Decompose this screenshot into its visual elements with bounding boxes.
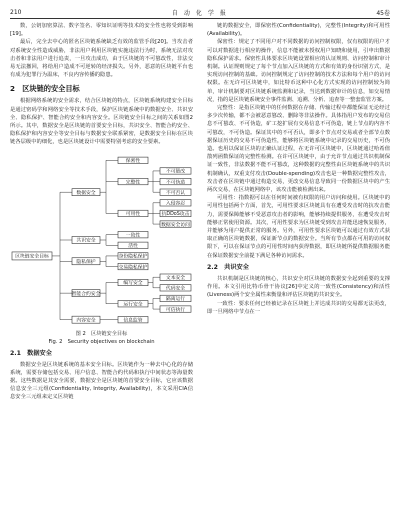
section-2-paragraph: 根据网络系统的安全需求，结合区块链的特点，区块链系统构建安全目标是通过密码学和网络安全等技术手段，保护区块链系统中的数据安全、共识安全、隐私保护、智能合约安全和内容安全。区块链安全目标之间的关系如图2所示。其中，数据安全是区块链的首要安全目标，共识安全、智能合约安全、隐私保护和内容安全等安全目标与数据安全联系紧密，是数据安全目标在区块链各层级中的细化，也是区块链设计中需要特别考虑的安全要素。 bbox=[10, 98, 193, 146]
page-header bbox=[10, 6, 390, 19]
mid-0-0-label: 保密性 bbox=[125, 158, 141, 164]
section-2-title: 2 区块链的安全目标 bbox=[10, 84, 80, 94]
leaf-0-2-0-label: 入侵容忍 bbox=[165, 201, 186, 207]
integrity-paragraph: 完整性：是指区块链中的任何数据在存储、传输过程中都能保证无论经过多少次传输，都不会被恶意篡改、删除等非法操作。具体指用户发布的交易信息不可篡改、不可伪造，矿工挖扩展有交易信息不可伪造，链上节点的内容不可篡改，不可伪造。保证其中的不可否认，即多个节点对交易或者全部节点数据保证历史的交易不可伪造性，能够将区块链系统中记录的交易历史，不可伪造。也用以保证区块的正确认证过程，在无许可区块链中，区块链通过哈希值散列函数保证的完整性检测。在许可区块链中，由于允许节点通过共识机制保证一致性，非法数据不能不可篡改，这种数据的完整性由区块链系统中的共识机制确认，双重支付攻击(Double-spending)攻击也是一种数据完整性攻击，攻击者在区块链中通过构造交易，更改交易信息导致同一份数据区块中的产生两次交易，在区块链网络中，该攻击能被检测出来。 bbox=[207, 105, 390, 194]
mid-2-0-label: 身份隐私保护 bbox=[118, 254, 148, 260]
leaf-0-2-2-label: 数据安全访问 bbox=[161, 222, 190, 228]
mid-0-1-label: 完整性 bbox=[125, 179, 141, 185]
security-objectives-diagram bbox=[10, 151, 193, 329]
page-number: 210 bbox=[10, 8, 22, 16]
mid-3-0-label: 编写安全 bbox=[123, 280, 143, 286]
leaf-3-0-1-label: 代码安全 bbox=[165, 286, 186, 292]
confidentiality-paragraph: 保密性：规定了不同用户对不同数据的访问控制权限，仅有权限的用户才可以对数据进行相应的操作，信息不能被未授权用户知晓和使用，引申出数据隐私保护需求。保密性具体要求区块链设置相应的认证规则、访问控制和审计机制。认证规则规定了每个节点加入区块链的方式和有效的身份识别方式，是实现访问控制的基础。访问控制规定了访问控制的技术方法和每个用户的访问权限。在无许可区块链中，如比特币这种中心化方式实现的访问控制较为简单，审计机制要对区块链系统监测和记录，当达到数据审计的信息，如交易情况，指的是区块链系统安全事件监测、追溯、分析、追查等一整套监管方案。 bbox=[207, 39, 390, 103]
leaf-0-1-0-label: 不可篡改 bbox=[165, 169, 186, 175]
mid-4-0-label: 信息监管 bbox=[123, 318, 143, 324]
branch-1-label: 共识安全 bbox=[76, 238, 96, 244]
branch-2-label: 隐私保护 bbox=[76, 259, 96, 265]
intro-paragraph-2: 最后，完全去中心的匿名区块链系统缺乏有效的监管手段[20]。当攻击者对系统安全性造成威胁，非法用户利用区块链实施违法行为时，系统无法对攻击者和非法用户进行追责，一旦攻击成功，由于区块链的不可篡改性，非法交易无法撤回，将给用户造成不可逆转的经济损失。另外，恶意的区块链平台也有成为犯罪行为温床，不良内容传播的隐患。 bbox=[10, 39, 193, 79]
right-column bbox=[207, 22, 390, 316]
right-paragraph-1: 链的数据安全，即保密性(Confidentiality)，完整性(Integrity)和可用性(Availability)。 bbox=[207, 23, 390, 38]
section-2-1-paragraph: 数据安全是区块链系统的基本安全目标。区块链作为一种去中心化的存储系统，需要存储包括交易、用户信息、智能合约代码和执行中间状态等海量数据。这些数据是其安全需要，数据安全是区块链的首要安全目标，它应该数据信息安全三元组(Confidentiality, Integrity, Availability)，本文采用CIA信息安全三元组来定义区块链 bbox=[10, 361, 193, 401]
leaf-0-1-2-label: 不可否认 bbox=[165, 190, 186, 196]
left-column bbox=[10, 22, 193, 402]
mid-3-1-label: 运行安全 bbox=[123, 302, 143, 308]
mid-2-1-label: 交易隐私保护 bbox=[118, 264, 148, 270]
leaf-0-1-1-label: 不可伪造 bbox=[165, 179, 186, 185]
section-2-1-title: 2.1 数据安全 bbox=[10, 349, 52, 357]
branch-4-label: 内容安全 bbox=[76, 318, 96, 324]
section-2-2-title: 2.2 共识安全 bbox=[207, 263, 249, 271]
figure-caption-cn: 图 2 区块链安全目标 bbox=[75, 330, 128, 337]
volume-label: 45卷 bbox=[376, 9, 390, 17]
branch-0-label: 数据安全 bbox=[76, 190, 96, 196]
figure-caption-en: Fig. 2 Security objectives on blockchain bbox=[48, 338, 155, 345]
journal-name: 自 动 化 学 报 bbox=[171, 9, 226, 17]
intro-paragraph-1: 数，公钥加密算法、数字签名、零知识证明等技术的安全性也将受到影响[19]。 bbox=[10, 23, 193, 38]
figure-2 bbox=[10, 151, 193, 329]
root-label: 区块链安全目标 bbox=[15, 254, 49, 260]
leaf-3-0-0-label: 文本安全 bbox=[165, 275, 186, 281]
consistency-paragraph: 一致性：要求任何已经被记录在区块链上并达成共识的交易都无法更改，即一旦网络中节点在一 bbox=[207, 300, 390, 315]
leaf-0-2-1-label: 抗DDoS攻击 bbox=[161, 211, 190, 217]
mid-0-2-label: 可用性 bbox=[125, 211, 141, 217]
branch-3-label: 智能合约安全 bbox=[71, 291, 101, 297]
mid-1-0-label: 一致性 bbox=[125, 233, 141, 239]
mid-1-1-label: 活性 bbox=[128, 243, 138, 249]
availability-paragraph: 可用性：指数据可以在任何时间被有权限的用户访问和使用。区块链中的可用性包括两个方面，首先，可用性要求区块链具有在遭受攻击时的抗攻击能力，需要保障能够不受恶意攻击者的影响，能够持续提供服务，在遭受攻击时能够正常使用资源。其次，可用性要求为区块链受到攻击并能迅速恢复服务，并能够为用户提供正常的服务。另外，可用性要求区块链可以通过有效方式获取正确的区块链数据，保证新节点的数据安全。当所有节点都在可用的访问权限下，可以在保证节点的可用性时间内获得数据，即区块链所提供数据服务能在保证数据安全前提下满足各种访问需求。 bbox=[207, 195, 390, 259]
leaf-3-1-1-label: 可信执行 bbox=[165, 307, 186, 313]
leaf-3-1-0-label: 隔离运行 bbox=[165, 296, 186, 302]
consensus-paragraph: 共识机制是区块链的核心，共识安全对区块链的数据安全起到重要的支撑作用。本文引用比特币骨干协议[26]中定义的一致性(Consistency)和活性(Liveness)两个安全属性来衡量和评估区块链的共识安全。 bbox=[207, 275, 390, 299]
